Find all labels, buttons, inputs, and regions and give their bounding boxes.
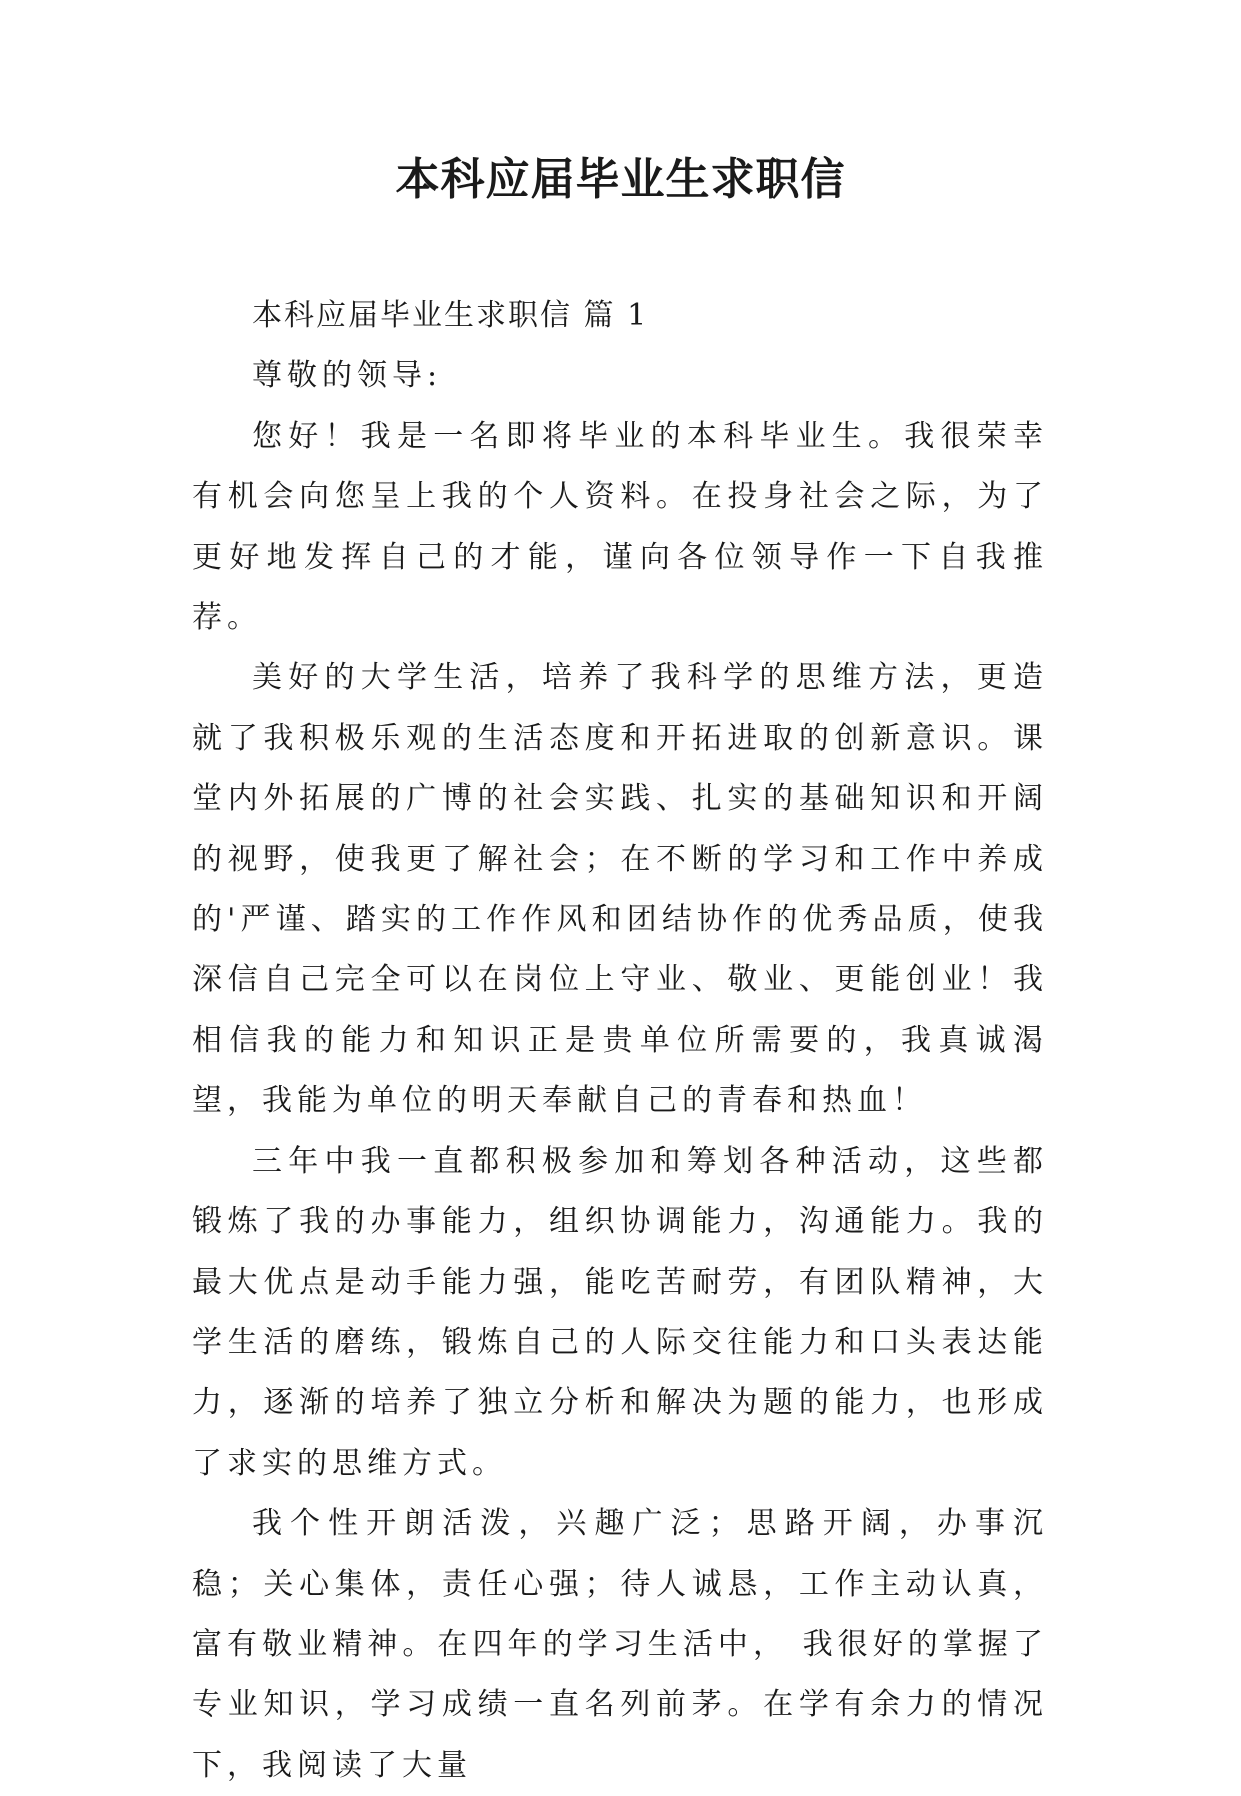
paragraph-1: 您好！我是一名即将毕业的本科毕业生。我很荣幸有机会向您呈上我的个人资料。在投身社会之际，为了更好地发挥自己的才能，谨向各位领导作一下自我推荐。 — [192, 418, 1048, 636]
paragraph-4: 我个性开朗活泼，兴趣广泛；思路开阔，办事沉稳；关心集体，责任心强；待人诚恳，工作主动认真，富有敬业精神。在四年的学习生活中， 我很好的掌握了专业知识，学习成绩一直名列前茅。在学有余力的情况下，我阅读了大量 — [192, 1506, 1048, 1783]
paragraph-2: 美好的大学生活，培养了我科学的思维方法，更造就了我积极乐观的生活态度和开拓进取的创新意识。课堂内外拓展的广博的社会实践、扎实的基础知识和开阔的视野，使我更了解社会；在不断的学习和工作中养成的'严谨、踏实的工作作风和团结协作的优秀品质，使我深信自己完全可以在岗位上守业、敬业、更能创业！我相信我的能力和知识正是贵单位所需要的，我真诚渴望，我能为单位的明天奉献自己的青春和热血！ — [192, 660, 1048, 1119]
document-body — [192, 286, 1048, 1796]
document-title: 本科应届毕业生求职信 — [395, 154, 846, 205]
paragraph-3: 三年中我一直都积极参加和筹划各种活动，这些都锻炼了我的办事能力，组织协调能力，沟通能力。我的最大优点是动手能力强，能吃苦耐劳，有团队精神，大学生活的磨练，锻炼自己的人际交往能力和口头表达能力，逐渐的培养了独立分析和解决为题的能力，也形成了求实的思维方式。 — [192, 1143, 1048, 1481]
salutation: 尊敬的领导: — [252, 358, 443, 394]
section-heading: 本科应届毕业生求职信 篇 1 — [252, 298, 649, 333]
